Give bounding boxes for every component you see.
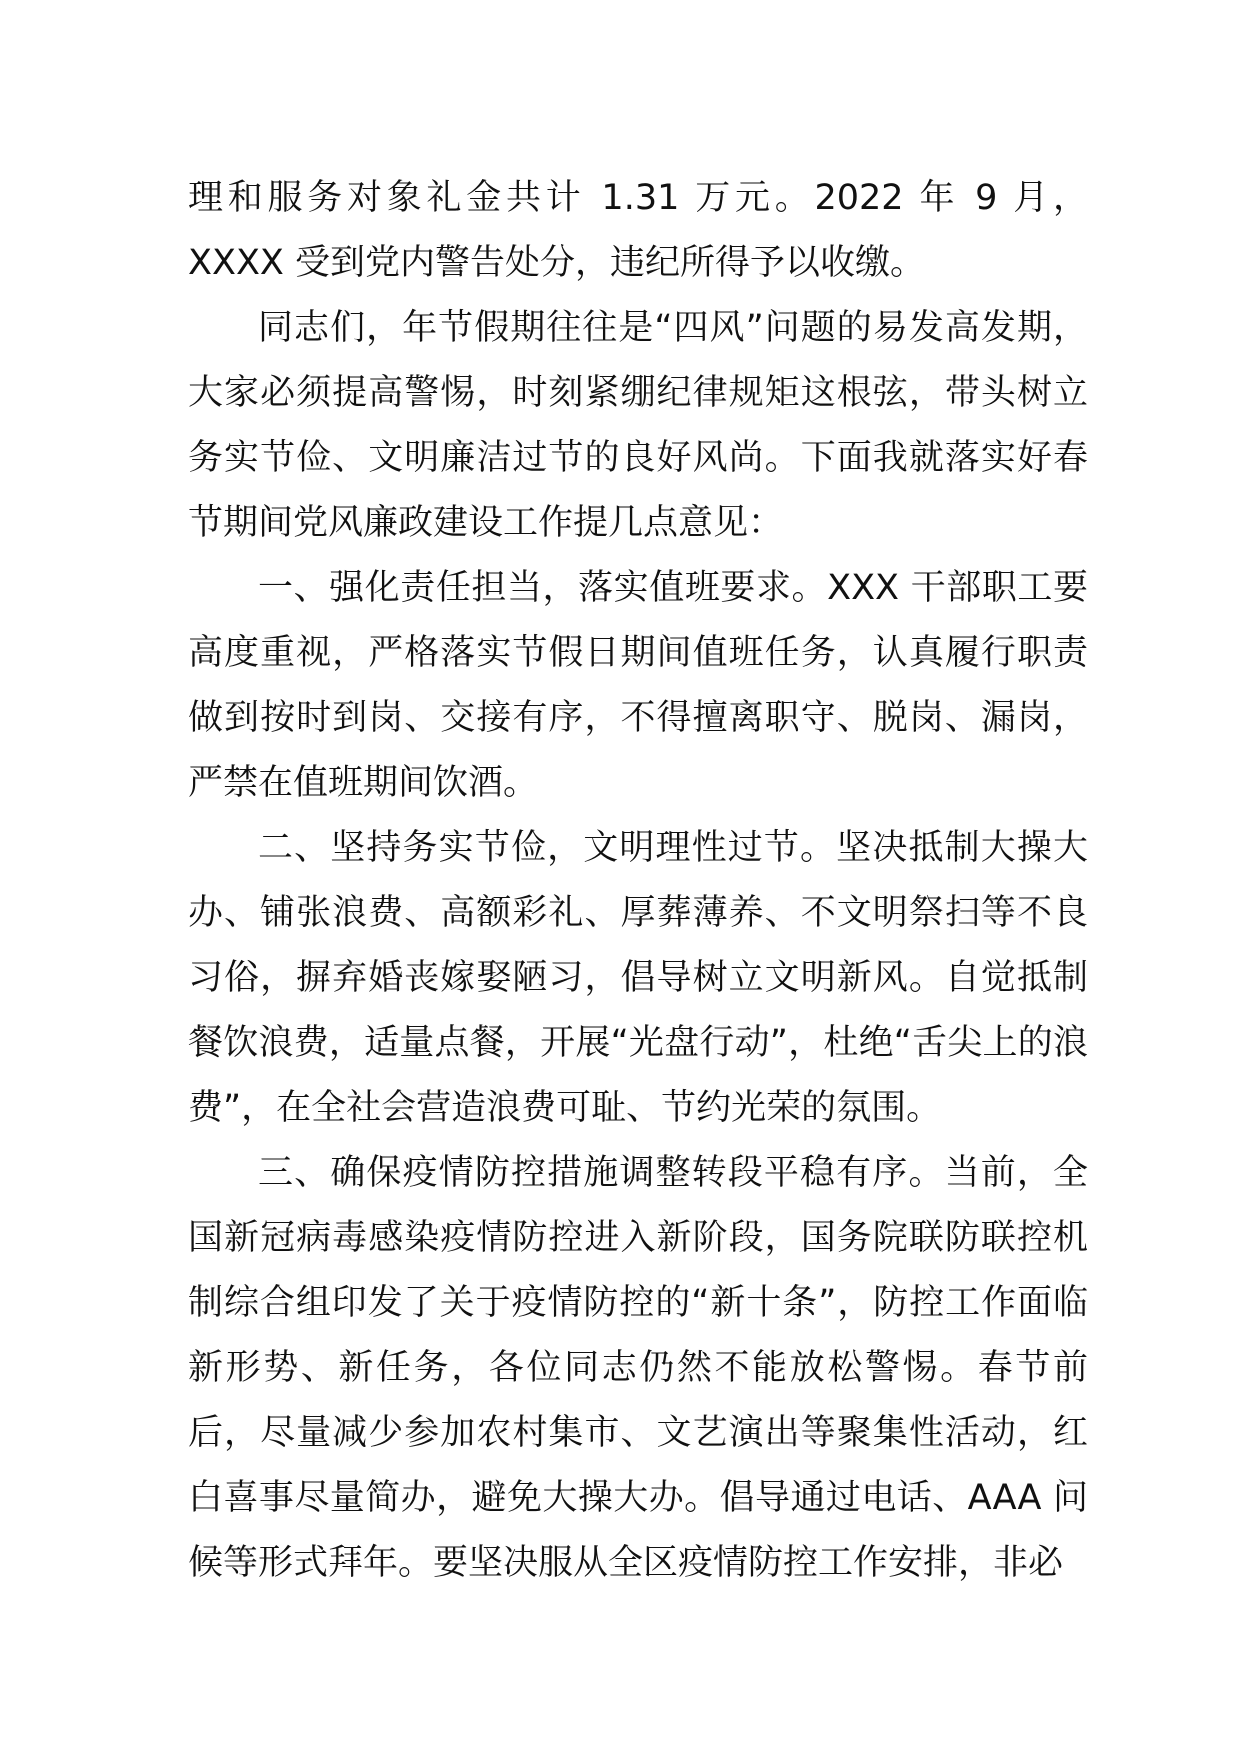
paragraph-3: 一、强化责任担当，落实值班要求。XXX 干部职工要高度重视，严格落实节假日期间值班任务，认真履行职责做到按时到岗、交接有序，不得擅离职守、脱岗、漏岗，严禁在值班期间饮酒。 bbox=[188, 568, 1088, 803]
paragraph-1: 理和服务对象礼金共计 1.31 万元。2022 年 9 月，XXXX 受到党内警告处分，违纪所得予以收缴。 bbox=[188, 178, 1088, 283]
paragraph-4: 二、坚持务实节俭，文明理性过节。坚决抵制大操大办、铺张浪费、高额彩礼、厚葬薄养、不文明祭扫等不良习俗，摒弃婚丧嫁娶陋习，倡导树立文明新风。自觉抵制餐饮浪费，适量点餐，开展“光盘行动”，杜绝“舌尖上的浪费”，在全社会营造浪费可耻、节约光荣的氛围。 bbox=[188, 828, 1088, 1128]
paragraph-5: 三、确保疫情防控措施调整转段平稳有序。当前，全国新冠病毒感染疫情防控进入新阶段，国务院联防联控机制综合组印发了关于疫情防控的“新十条”，防控工作面临新形势、新任务，各位同志仍然不能放松警惕。春节前后，尽量减少参加农村集市、文艺演出等聚集性活动，红白喜事尽量简办，避免大操大办。倡导通过电话、AAA 问候等形式拜年。要坚决服从全区疫情防控工作安排，非必 bbox=[188, 1153, 1088, 1583]
paragraph-2: 同志们，年节假期往往是“四风”问题的易发高发期，大家必须提高警惕，时刻紧绷纪律规矩这根弦，带头树立务实节俭、文明廉洁过节的良好风尚。下面我就落实好春节期间党风廉政建设工作提几点意见： bbox=[188, 308, 1088, 543]
document-body bbox=[188, 166, 1088, 1596]
